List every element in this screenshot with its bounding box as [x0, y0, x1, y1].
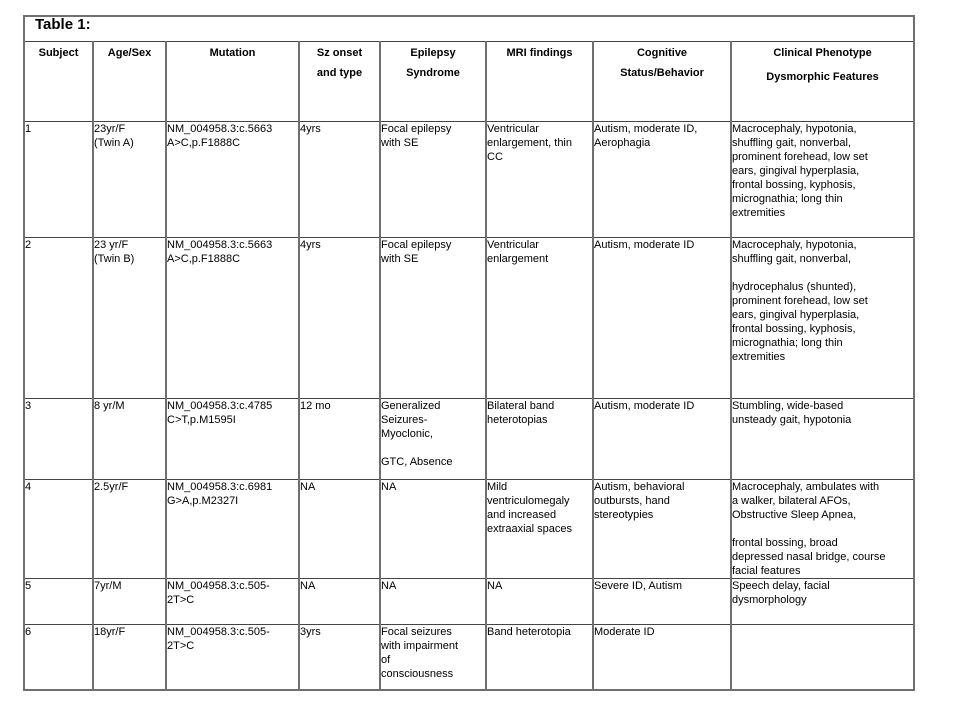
header-clinical-phenotype: [731, 42, 914, 122]
cell-text: 4yrs: [300, 123, 321, 135]
age-sex-cell: [93, 122, 166, 238]
cell-text: NA: [300, 580, 316, 592]
cell-text: frontal bossing, kyphosis,: [732, 179, 856, 191]
cell-text: Generalized: [381, 400, 441, 412]
cell-text: shuffling gait, nonverbal,: [732, 137, 852, 149]
cell-text: NM_004958.3:c.5663: [167, 239, 273, 251]
cell-text: facial features: [732, 565, 801, 577]
cell-text: G>A,p.M2327I: [167, 495, 239, 507]
cell-text: NM_004958.3:c.505-: [167, 580, 270, 592]
subject-cell: [24, 480, 93, 579]
cell-text: heterotopias: [487, 414, 548, 426]
sz-onset-cell: [299, 122, 380, 238]
epilepsy-syndrome-cell: [380, 480, 486, 579]
clinical-phenotype-cell: [731, 480, 914, 579]
cell-text: Moderate ID: [594, 626, 655, 638]
table-row: [24, 238, 914, 399]
epilepsy-syndrome-cell: [380, 238, 486, 399]
mri-findings-cell: [486, 399, 593, 480]
header-age-sex: [93, 42, 166, 122]
cell-text: 23 yr/F: [94, 239, 129, 251]
mutation-cell: [166, 625, 299, 691]
cognitive-status-cell: [593, 399, 731, 480]
mutation-cell: [166, 579, 299, 625]
age-sex-cell: [93, 579, 166, 625]
subject-cell: [24, 238, 93, 399]
cell-text: ears, gingival hyperplasia,: [732, 165, 860, 177]
clinical-phenotype-cell: [731, 122, 914, 238]
cell-text: 4yrs: [300, 239, 321, 251]
cell-text: 18yr/F: [94, 626, 126, 638]
header-label: Cognitive: [636, 47, 688, 59]
header-mri-findings: [486, 42, 593, 122]
cell-text: Focal epilepsy: [381, 239, 452, 251]
cell-text: enlargement, thin: [487, 137, 572, 149]
cell-text: depressed nasal bridge, course: [732, 551, 886, 563]
age-sex-cell: [93, 625, 166, 691]
cell-text: NA: [381, 580, 397, 592]
cell-text: NA: [487, 580, 503, 592]
header-label: Clinical Phenotype: [773, 47, 872, 59]
cell-text: Focal seizures: [381, 626, 452, 638]
cell-text: Autism, moderate ID: [594, 400, 695, 412]
cell-text: shuffling gait, nonverbal,: [732, 253, 852, 265]
sz-onset-cell: [299, 579, 380, 625]
cognitive-status-cell: [593, 238, 731, 399]
mri-findings-cell: [486, 579, 593, 625]
cell-text: prominent forehead, low set: [732, 151, 868, 163]
mri-findings-cell: [486, 122, 593, 238]
subject-cell: [24, 122, 93, 238]
cell-text: Seizures-: [381, 414, 428, 426]
cell-text: extremities: [732, 351, 786, 363]
sz-onset-cell: [299, 625, 380, 691]
age-sex-cell: [93, 399, 166, 480]
cell-text: 2: [25, 239, 32, 251]
cell-text: Severe ID, Autism: [594, 580, 683, 592]
epilepsy-syndrome-cell: [380, 579, 486, 625]
cell-text: stereotypies: [594, 509, 654, 521]
header-label: Mutation: [209, 47, 256, 59]
cell-text: 6: [25, 626, 32, 638]
header-cognitive-status: [593, 42, 731, 122]
cell-text: 2.5yr/F: [94, 481, 129, 493]
cell-text: Speech delay, facial: [732, 580, 830, 592]
cell-text: 2T>C: [167, 594, 195, 606]
cell-text: Myoclonic,: [381, 428, 433, 440]
cell-text: NM_004958.3:c.6981: [167, 481, 273, 493]
cell-text: prominent forehead, low set: [732, 295, 868, 307]
subject-cell: [24, 625, 93, 691]
cell-text: unsteady gait, hypotonia: [732, 414, 852, 426]
sz-onset-cell: [299, 238, 380, 399]
cell-text: Band heterotopia: [487, 626, 571, 638]
header-label: and type: [316, 67, 363, 79]
cell-text: dysmorphology: [732, 594, 807, 606]
header-label: Status/Behavior: [620, 67, 704, 79]
mri-findings-cell: [486, 238, 593, 399]
cell-text: consciousness: [381, 668, 454, 680]
age-sex-cell: [93, 238, 166, 399]
table-row: [24, 579, 914, 625]
cell-text: ears, gingival hyperplasia,: [732, 309, 860, 321]
cell-text: hydrocephalus (shunted),: [732, 281, 857, 293]
cell-text: NA: [381, 481, 397, 493]
sz-onset-cell: [299, 399, 380, 480]
cell-text: Ventricular: [487, 239, 539, 251]
cognitive-status-cell: [593, 480, 731, 579]
cell-text: enlargement: [487, 253, 549, 265]
cell-text: Macrocephaly, hypotonia,: [732, 239, 857, 251]
cell-text: frontal bossing, kyphosis,: [732, 323, 856, 335]
cell-text: of: [381, 654, 391, 666]
cell-text: 3: [25, 400, 32, 412]
cell-text: 1: [25, 123, 32, 135]
cell-text: Autism, behavioral: [594, 481, 685, 493]
table-row: [24, 625, 914, 691]
clinical-table: [23, 15, 915, 691]
table-title: Table 1:: [35, 16, 91, 33]
cell-text: extraaxial spaces: [487, 523, 572, 535]
sz-onset-cell: [299, 480, 380, 579]
cell-text: Ventricular: [487, 123, 539, 135]
cell-text: Macrocephaly, hypotonia,: [732, 123, 857, 135]
cell-text: outbursts, hand: [594, 495, 670, 507]
cell-text: Focal epilepsy: [381, 123, 452, 135]
clinical-phenotype-cell: [731, 238, 914, 399]
cognitive-status-cell: [593, 625, 731, 691]
cell-text: NM_004958.3:c.505-: [167, 626, 270, 638]
epilepsy-syndrome-cell: [380, 625, 486, 691]
header-label: Epilepsy: [410, 47, 456, 59]
header-label: Sz onset: [316, 47, 363, 59]
cell-text: NM_004958.3:c.5663: [167, 123, 273, 135]
cognitive-status-cell: [593, 579, 731, 625]
cell-text: ventriculomegaly: [487, 495, 570, 507]
cell-text: NM_004958.3:c.4785: [167, 400, 273, 412]
header-label: Subject: [38, 47, 79, 59]
header-epilepsy-syndrome: [380, 42, 486, 122]
cell-text: GTC, Absence: [381, 456, 453, 468]
cell-text: micrognathia; long thin: [732, 337, 843, 349]
mri-findings-cell: [486, 625, 593, 691]
mri-findings-cell: [486, 480, 593, 579]
header-label: MRI findings: [506, 47, 573, 59]
cell-text: 3yrs: [300, 626, 321, 638]
cell-text: 23yr/F: [94, 123, 126, 135]
cell-text: and increased: [487, 509, 557, 521]
header-row: [24, 42, 914, 122]
table-row: [24, 480, 914, 579]
cell-text: Obstructive Sleep Apnea,: [732, 509, 857, 521]
title-row: [24, 16, 914, 42]
cell-text: 12 mo: [300, 400, 331, 412]
cell-text: A>C,p.F1888C: [167, 253, 241, 265]
header-label: Age/Sex: [107, 47, 152, 59]
cell-text: Macrocephaly, ambulates with: [732, 481, 880, 493]
table-title-cell: [24, 16, 914, 42]
clinical-phenotype-cell: [731, 399, 914, 480]
cell-text: NA: [300, 481, 316, 493]
cell-text: Autism, moderate ID,: [594, 123, 698, 135]
cell-text: Autism, moderate ID: [594, 239, 695, 251]
mutation-cell: [166, 399, 299, 480]
epilepsy-syndrome-cell: [380, 399, 486, 480]
epilepsy-syndrome-cell: [380, 122, 486, 238]
header-sz-onset: [299, 42, 380, 122]
table-row: [24, 399, 914, 480]
cognitive-status-cell: [593, 122, 731, 238]
cell-text: Mild: [487, 481, 508, 493]
clinical-phenotype-cell: [731, 625, 914, 691]
cell-text: (Twin B): [94, 253, 135, 265]
subject-cell: [24, 579, 93, 625]
cell-text: 8 yr/M: [94, 400, 125, 412]
header-mutation: [166, 42, 299, 122]
cell-text: A>C,p.F1888C: [167, 137, 241, 149]
mutation-cell: [166, 238, 299, 399]
cell-text: micrognathia; long thin: [732, 193, 843, 205]
cell-text: 7yr/M: [94, 580, 122, 592]
header-subject: [24, 42, 93, 122]
cell-text: with SE: [381, 253, 419, 265]
cell-text: with SE: [381, 137, 419, 149]
cell-text: Aerophagia: [594, 137, 651, 149]
cell-text: 5: [25, 580, 32, 592]
cell-text: C>T,p.M1595I: [167, 414, 236, 426]
header-label: Syndrome: [406, 67, 460, 79]
mutation-cell: [166, 122, 299, 238]
clinical-phenotype-cell: [731, 579, 914, 625]
cell-text: with impairment: [381, 640, 459, 652]
mutation-cell: [166, 480, 299, 579]
cell-text: frontal bossing, broad: [732, 537, 838, 549]
cell-text: Stumbling, wide-based: [732, 400, 844, 412]
cell-text: (Twin A): [94, 137, 134, 149]
table-row: [24, 122, 914, 238]
subject-cell: [24, 399, 93, 480]
header-label: Dysmorphic Features: [766, 71, 879, 83]
cell-text: 4: [25, 481, 32, 493]
age-sex-cell: [93, 480, 166, 579]
cell-text: CC: [487, 151, 503, 163]
cell-text: Bilateral band: [487, 400, 555, 412]
cell-text: 2T>C: [167, 640, 195, 652]
cell-text: extremities: [732, 207, 786, 219]
cell-text: a walker, bilateral AFOs,: [732, 495, 851, 507]
